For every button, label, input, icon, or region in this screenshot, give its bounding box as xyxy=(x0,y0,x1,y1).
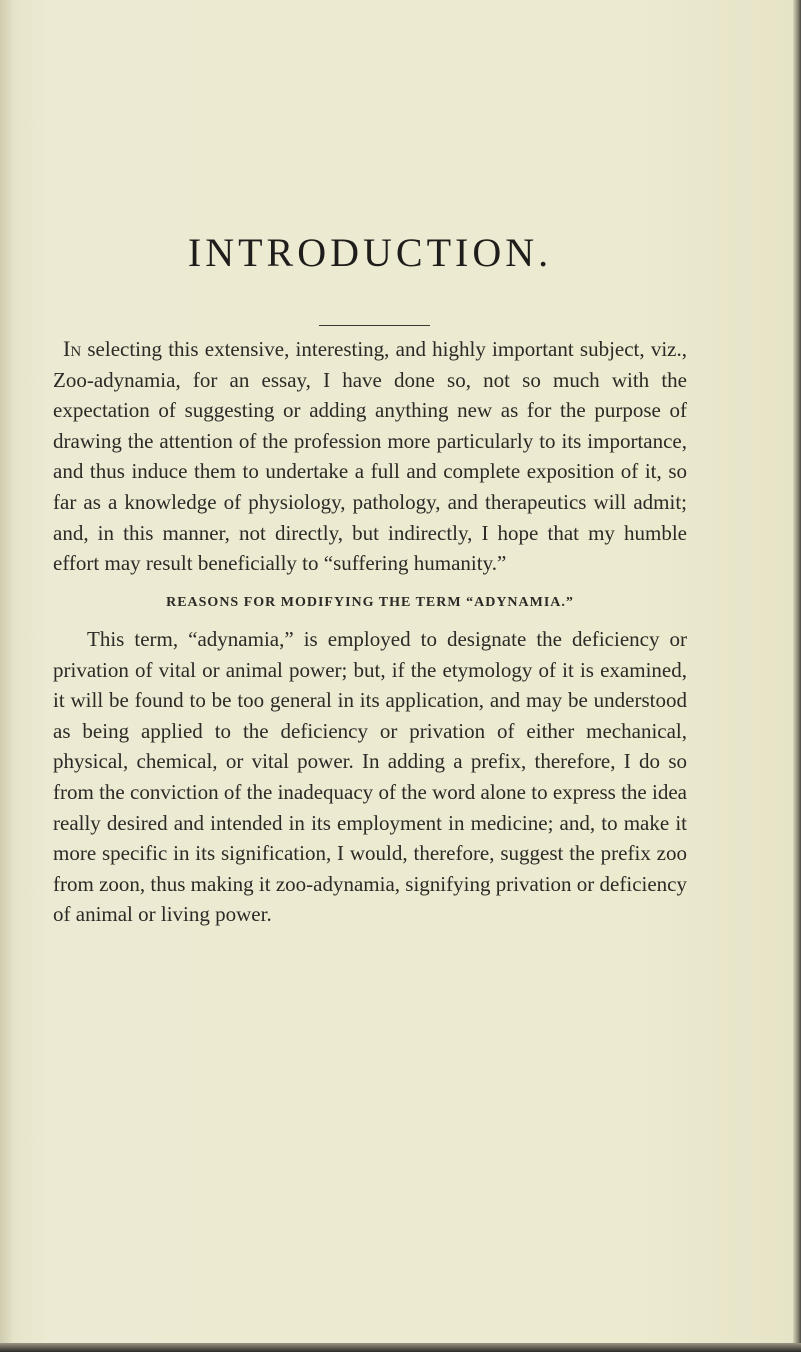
intro-lead-word: In xyxy=(63,336,82,361)
section-paragraph: This term, “adynamia,” is employed to designate the deficiency or privation of vital or animal power; but, if the etymology of it is examined, it will be found to be too general in its application, and may be understood as being applied to the deficiency or privation of either mechanical, physical, chemical, or vital power. In adding a prefix, therefore, I do so from the conviction of the inadequacy of the word alone to express the idea really desired and intended in its employment in medicine; and, to make it more specific in its signification, I would, therefore, suggest the prefix zoo from zoon, thus making it zoo-adynamia, signifying privation or deficiency of animal or living power. xyxy=(53,627,687,927)
intro-paragraph xyxy=(53,334,687,579)
page-title: INTRODUCTION. xyxy=(187,230,553,275)
intro-paragraph-text: selecting this extensive, interesting, and highly important subject, viz., Zoo-adynamia, for an essay, I have done so, not so much with the expectation of suggesting or adding anything new as for the purpose of drawing the attention of the profession more particularly to its importance, and thus induce them to undertake a full and complete exposition of it, so far as a knowledge of physiology, pathology, and therapeutics will admit; and, in this manner, not directly, but indirectly, I hope that my humble effort may result beneficially to “suffering humanity.” xyxy=(53,337,687,576)
title-divider xyxy=(319,325,430,326)
gutter-shadow xyxy=(0,0,14,1352)
page-edge-bottom xyxy=(0,1343,801,1352)
section-heading: REASONS FOR MODIFYING THE TERM “ADYNAMIA.” xyxy=(166,595,574,610)
page-edge-right xyxy=(793,0,801,1352)
